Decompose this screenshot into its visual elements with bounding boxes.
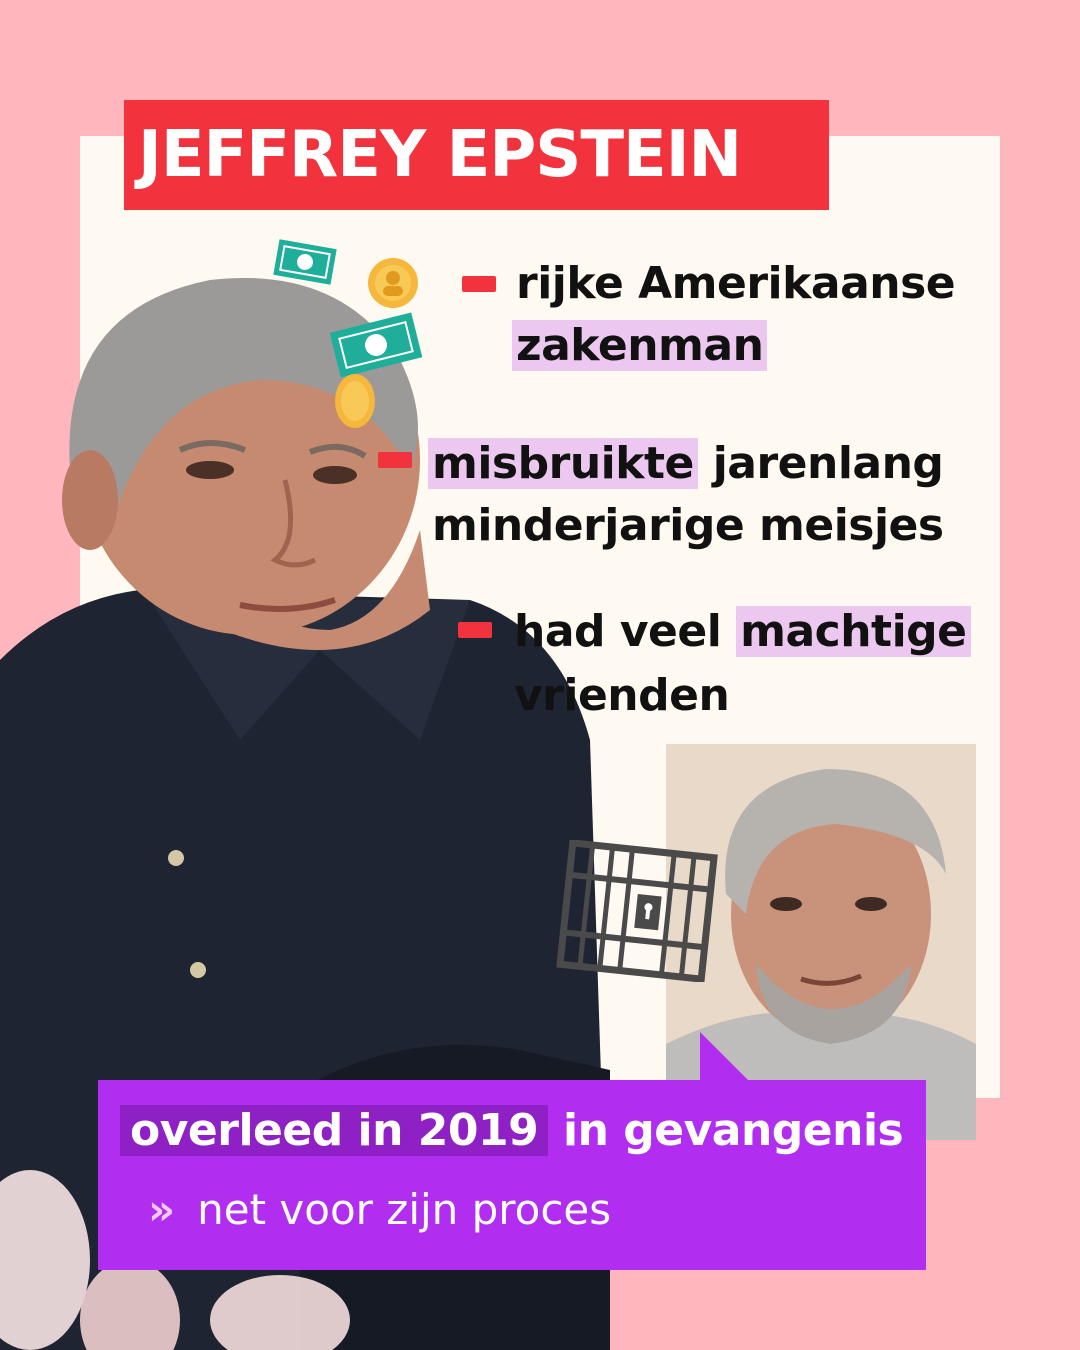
bullet-2-line2: minderjarige meisjes [432, 500, 944, 551]
bullet-3-line2: vrienden [514, 670, 730, 721]
page-title: JEFFREY EPSTEIN [124, 100, 829, 210]
jail-bars-icon [556, 840, 718, 982]
bullet-1-highlight: zakenman [512, 320, 767, 371]
bullet-2-rest: jarenlang [712, 438, 944, 489]
bullet-dash [462, 276, 496, 292]
banner-rest: in gevangenis [563, 1105, 904, 1156]
bullet-2-line1 [428, 434, 943, 494]
bullet-1-line1: rijke Amerikaanse [516, 258, 956, 309]
banknote-icon [330, 310, 422, 380]
bullet-3-highlight: machtige [736, 606, 970, 657]
bullet-3-lead: had veel [514, 606, 722, 657]
banner-subtext: net voor zijn proces [197, 1185, 612, 1234]
bullet-dash [458, 622, 492, 638]
banknote-icon [272, 236, 338, 288]
bullet-2-highlight: misbruikte [428, 438, 698, 489]
banner-highlight: overleed in 2019 [120, 1105, 548, 1156]
banner-tail [700, 1032, 750, 1082]
coin-icon [332, 372, 378, 430]
bullet-1-line2 [512, 316, 767, 376]
banner-subline [148, 1178, 611, 1242]
banner-headline [120, 1096, 903, 1166]
coin-icon [366, 256, 420, 310]
bullet-3-line1 [514, 602, 971, 662]
bullet-dash [378, 452, 412, 468]
chevron-right-icon: » [148, 1185, 168, 1234]
